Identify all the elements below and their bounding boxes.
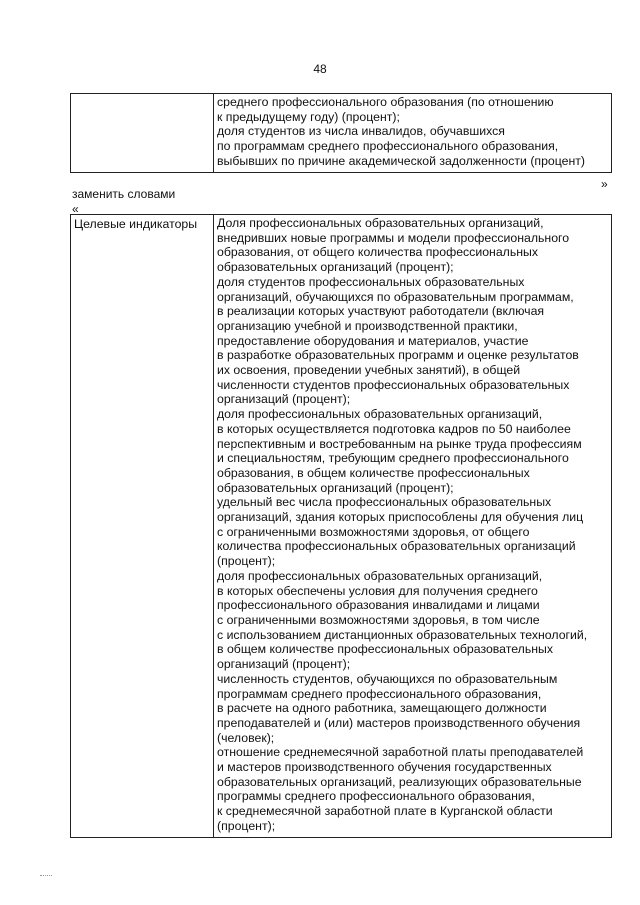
text-line: по программам среднего профессионального образования, [217,139,559,154]
text-line: программам среднего профессионального образования, [217,686,542,701]
text-line: образовательных организаций (процент); [217,480,454,495]
text-line: их освоения, проведении учебных занятий), в общей [217,363,521,378]
text-line: среднего профессионального образования (по отношению [217,95,554,109]
text-line: доля профессиональных образовательных организаций, [217,568,543,583]
top-table-text-cell [214,94,612,173]
top-table [70,93,612,173]
text-line: профессионального образования инвалидами и лицами [217,598,540,613]
text-line: (человек); [217,730,275,745]
text-line: преподавателей и (или) мастеров производственного обучения [217,715,581,730]
text-line: перспективным и востребованным на рынке труда профессиям [217,436,582,451]
text-line: в которых обеспечены условия для получения среднего [217,583,538,598]
text-line: в которых осуществляется подготовка кадров по 50 наиболее [217,421,571,436]
indicators-label-cell: Целевые индикаторы [71,215,214,838]
text-line: образовательных организаций (процент); [217,260,454,275]
text-line: отношение среднемесячной заработной платы преподавателей [217,745,584,760]
text-line: Доля профессиональных образовательных организаций, [217,216,544,230]
text-line: организаций, здания которых приспособлены для обучения лиц [217,510,584,525]
opening-quote-mark: « [72,202,79,216]
text-line: численность студентов, обучающихся по образовательным [217,671,558,686]
page-number: 48 [313,62,327,76]
indicators-text-cell [214,215,612,838]
text-line: удельный вес числа профессиональных образовательных [217,495,552,510]
text-line: с ограниченными возможностями здоровья, в том числе [217,612,540,627]
replace-instruction: заменить словами [72,187,176,201]
text-line: организаций (процент); [217,657,351,672]
text-line: (процент); [217,554,276,569]
text-line: к среднемесячной заработной плате в Курганской области [217,804,553,819]
text-line: организацию учебной и производственной практики, [217,318,518,333]
text-line: с ограниченными возможностями здоровья, от общего [217,524,530,539]
text-line: образования, от общего количества профессиональных [217,245,539,260]
text-line: с использованием дистанционных образовательных технологий, [217,627,588,642]
text-line: образования, в общем количестве профессиональных [217,465,530,480]
text-line: образовательных организаций, реализующих образовательные [217,774,582,789]
text-line: выбывших по причине академической задолженности (процент) [217,153,586,168]
table-row [71,215,612,838]
top-table-left-cell [71,94,214,173]
text-line: и мастеров производственного обучения государственных [217,760,552,775]
text-line: организаций (процент); [217,392,351,407]
text-line: (процент); [217,818,276,833]
text-line: организаций, обучающихся по образовательным программам, [217,289,574,304]
text-line: доля студентов профессиональных образовательных [217,274,525,289]
text-line: в реализации которых участвуют работодатели (включая [217,304,545,319]
text-line: численности студентов профессиональных образовательных [217,377,570,392]
table-row [71,94,612,173]
text-line: в расчете на одного работника, замещающего должности [217,701,547,716]
text-line: программы среднего профессионального образования, [217,789,535,804]
text-line: к предыдущему году) (процент); [217,109,400,124]
text-line: в общем количестве профессиональных образовательных [217,642,554,657]
target-indicators-table [70,214,612,838]
text-line: предоставление оборудования и материалов, участие [217,333,529,348]
text-line: внедривших новые программы и модели профессионального [217,230,570,245]
text-line: в разработке образовательных программ и оценке результатов [217,348,579,363]
text-line: доля профессиональных образовательных организаций, [217,407,543,422]
text-line: и специальностям, требующим среднего профессионального [217,451,569,466]
margin-mark [40,875,52,876]
closing-quote-mark: » [601,177,608,191]
text-line: доля студентов из числа инвалидов, обучавшихся [217,124,505,139]
text-line: количества профессиональных образовательных организаций [217,539,576,554]
